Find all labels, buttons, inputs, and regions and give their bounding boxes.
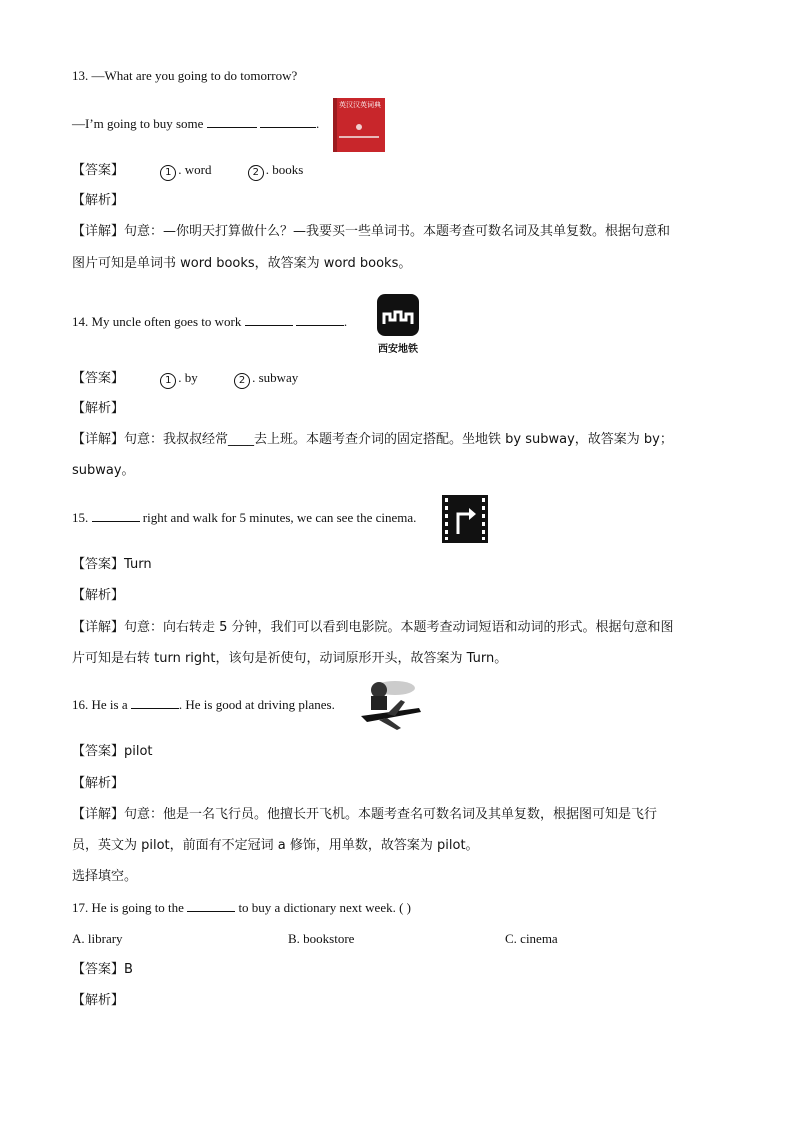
q15-detail-line2: 片可知是右转 turn right，该句是祈使句，动词原形开头，故答案为 Turn。 [72, 651, 508, 666]
q13-answer-1-number: 1 [160, 165, 176, 181]
q14-answer [72, 368, 298, 389]
q14-analysis-tag: 【解析】 [72, 401, 125, 416]
q13-answer-tag: 【答案】 [72, 163, 125, 178]
q14-answer-1-number: 1 [160, 373, 176, 389]
metro-icon [371, 292, 425, 338]
q17-option-c: C. cinema [505, 931, 558, 946]
q15-answer: 【答案】Turn [72, 557, 152, 572]
q15-question [72, 508, 416, 528]
section-title: 选择填空。 [72, 869, 138, 884]
q16-detail-line2: 员，英文为 pilot，前面有不定冠词 a 修饰，用单数，故答案为 pilot。 [72, 838, 479, 853]
q16-question-prefix: 16. He is a [72, 697, 128, 712]
metro-logo-caption: 西安地铁 [378, 344, 418, 355]
q13-analysis-tag: 【解析】 [72, 193, 125, 208]
q14-detail-line1: 【详解】句意：我叔叔经常____去上班。本题考查介词的固定搭配。坐地铁 by subway，故答案为 by； [72, 432, 673, 447]
q16-analysis-tag: 【解析】 [72, 776, 125, 791]
q16-answer: 【答案】pilot [72, 744, 153, 759]
dictionary-title: 英汉汉英词典 [339, 101, 381, 109]
xian-metro-logo [371, 292, 425, 354]
q13-answer-1: . word [178, 162, 212, 177]
q13-answer-2: . books [265, 162, 304, 177]
q13-line2-end: . [315, 116, 320, 131]
q13-answer-2-number: 2 [248, 165, 264, 181]
q17-blank [187, 899, 235, 912]
q14-blank-2 [296, 313, 344, 326]
q16-blank [131, 696, 179, 709]
q14-detail-line2: subway。 [72, 463, 135, 478]
q14-answer-2: . subway [252, 370, 299, 385]
q17-option-a: A. library [72, 931, 123, 946]
turn-right-sign-icon [441, 494, 489, 544]
q16-detail-line1: 【详解】句意：他是一名飞行员。他擅长开飞机。本题考查名可数名词及其单复数，根据图可知是飞行 [72, 807, 658, 822]
q14-blank-1 [245, 313, 293, 326]
q16-question-rest: . He is good at driving planes. [178, 697, 335, 712]
q17-option-b: B. bookstore [288, 931, 355, 946]
pilot-image [357, 676, 423, 734]
q13-line2 [72, 114, 319, 134]
q13-line2-prefix: —I’m going to buy some [72, 116, 204, 131]
q17-question [72, 898, 411, 918]
q14-question-prefix: 14. My uncle often goes to work [72, 314, 242, 329]
q15-analysis-tag: 【解析】 [72, 588, 125, 603]
q14-answer-tag: 【答案】 [72, 371, 125, 386]
q15-question-prefix: 15. [72, 510, 89, 525]
q16-question [72, 695, 335, 715]
q13-blank-1 [207, 115, 257, 128]
q17-question-prefix: 17. He is going to the [72, 900, 184, 915]
q17-question-rest: to buy a dictionary next week. ( ) [238, 900, 411, 915]
q14-question [72, 312, 347, 332]
q13-blank-2 [260, 115, 316, 128]
q14-question-end: . [343, 314, 348, 329]
q17-analysis-tag: 【解析】 [72, 993, 125, 1008]
q17-answer: 【答案】B [72, 962, 133, 977]
q14-answer-1: . by [178, 370, 198, 385]
q15-blank [92, 509, 140, 522]
dictionary-image [333, 98, 385, 152]
q13-detail-line2: 图片可知是单词书 word books，故答案为 word books。 [72, 256, 412, 271]
q15-detail-line1: 【详解】句意：向右转走 5 分钟，我们可以看到电影院。本题考查动词短语和动词的形式。根据句意和图 [72, 620, 674, 635]
q13-answer [72, 160, 303, 181]
q13-detail-line1: 【详解】句意：—你明天打算做什么？—我要买一些单词书。本题考查可数名词及其单复数。根据句意和 [72, 224, 671, 239]
q15-question-rest: right and walk for 5 minutes, we can see the cinema. [142, 510, 417, 525]
q14-answer-2-number: 2 [234, 373, 250, 389]
q13-question: 13. —What are you going to do tomorrow? [72, 68, 298, 83]
